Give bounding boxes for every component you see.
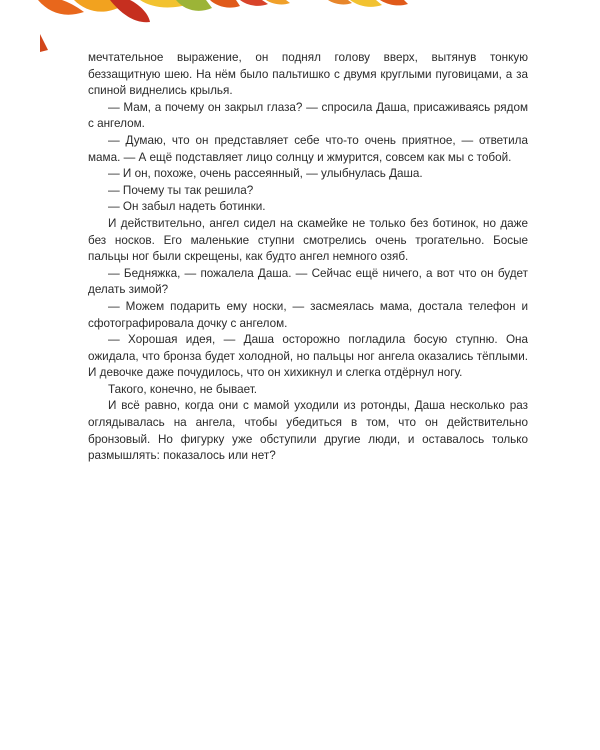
paragraph: — Бедняжка, — пожалела Даша. — Сейчас ещё ничего, а вот что он будет делать зимой? (88, 266, 528, 297)
leaf-icon (350, 0, 382, 7)
leaf-icon (40, 34, 48, 52)
leaf-icon (328, 0, 352, 4)
leaf-icon (266, 0, 290, 4)
paragraph: — Он забыл надеть ботинки. (108, 200, 266, 214)
paragraph: Такого, конечно, не бывает. (108, 382, 257, 396)
paragraph: — Думаю, что он представляет себе что-то очень приятное, — ответила мама. — А ещё подставляет лицо солнцу и жмурится, совсем как мы с тобой. (88, 133, 528, 164)
leaf-icon (210, 0, 240, 8)
leaf-icon (240, 0, 268, 6)
leaf-icon (110, 0, 150, 22)
paragraph: — Почему ты так решила? (108, 183, 254, 197)
paragraph: — И он, похоже, очень рассеянный, — улыбнулась Даша. (108, 167, 423, 181)
leaf-icon (380, 0, 408, 5)
paragraph: И действительно, ангел сидел на скамейке не только без ботинок, но даже без носков. Его маленькие ступни смотрелись очень трогательно. Босые пальцы ног были скрещены, как будто ангел немного озяб. (88, 216, 528, 264)
paragraph: И всё равно, когда они с мамой уходили из ротонды, Даша несколько раз оглядывалась на ангела, чтобы убедиться в том, что он действительно бронзовый. Но фигурку уже обступили другие люди, и оставалось только размышлять: показалось или нет? (88, 399, 528, 463)
paragraph: мечтательное выражение, он поднял голову вверх, вытянув тонкую беззащитную шею. На нём было пальтишко с двумя круглыми пуговицами, а за спиной виднелись крылья. (88, 51, 528, 98)
story-text (88, 50, 528, 465)
paragraph: — Мам, а почему он закрыл глаза? — спросила Даша, присаживаясь рядом с ангелом. (88, 100, 528, 131)
paragraph: — Можем подарить ему носки, — засмеялась мама, достала телефон и сфотографировала дочку с ангелом. (88, 299, 528, 330)
paragraph: — Хорошая идея, — Даша осторожно погладила босую ступню. Она ожидала, что бронза будет холодной, но пальцы ног ангела оказались тёплыми. И девочке даже почудилось, что он хихикнул и слегка отдёрнул ногу. (88, 333, 528, 380)
